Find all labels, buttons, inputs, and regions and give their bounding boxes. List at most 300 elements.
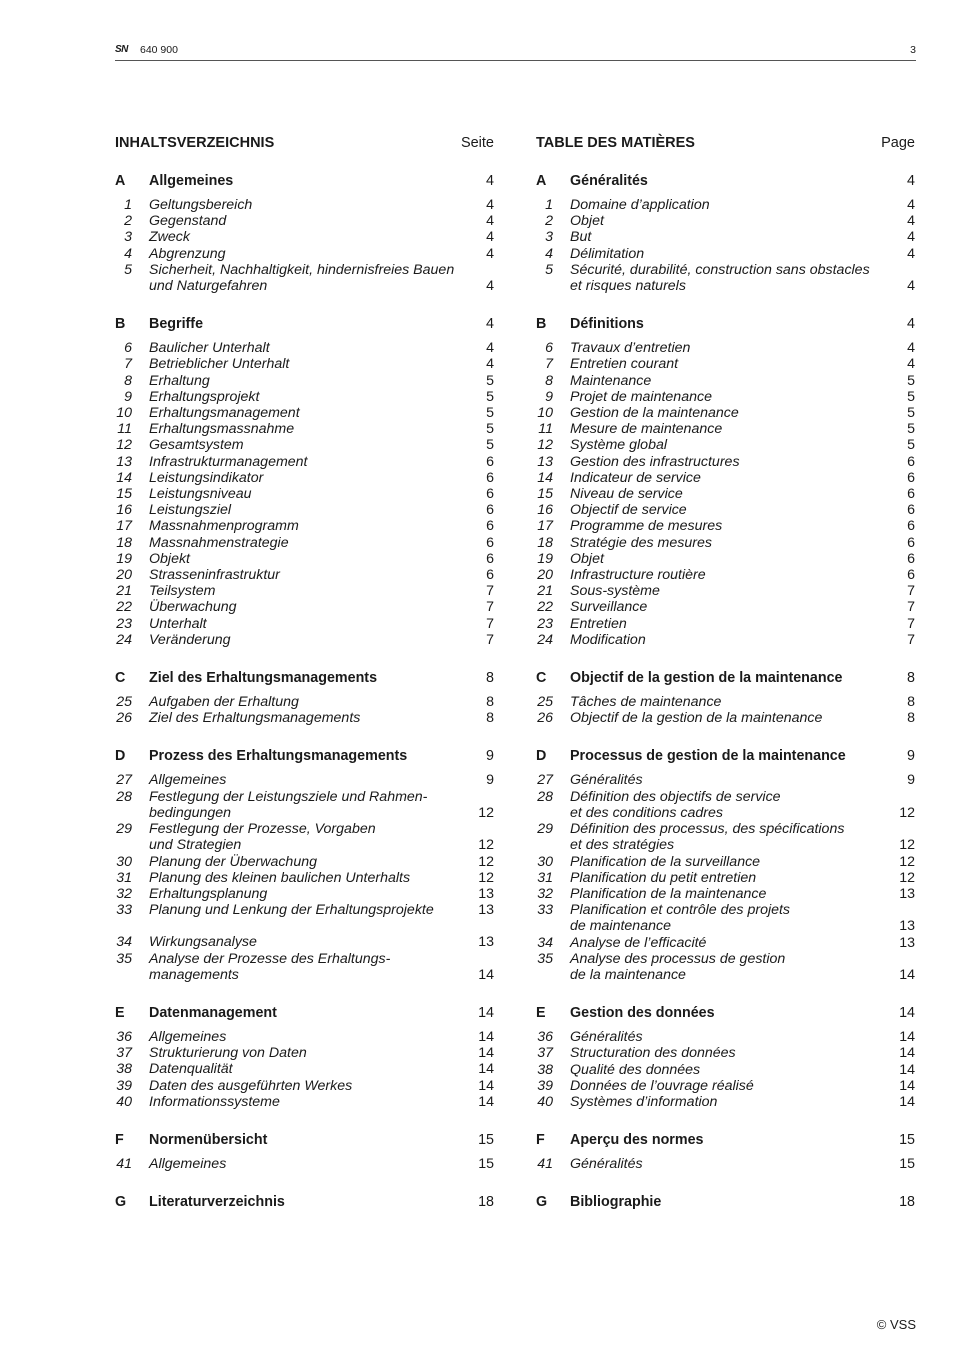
- entry-title: Erhaltung: [149, 372, 210, 389]
- section-title: Généralités: [570, 173, 648, 189]
- entry-number: 41: [116, 1155, 132, 1172]
- toc-entry: [536, 1062, 915, 1078]
- section-heading: [536, 1194, 915, 1212]
- entry-page: 6: [486, 486, 494, 503]
- toc-entry: [536, 518, 915, 534]
- entry-title: Mesure de maintenance: [570, 421, 723, 438]
- entry-page: 14: [899, 1093, 915, 1110]
- entry-page: 6: [907, 518, 915, 535]
- toc-entry: [536, 935, 915, 951]
- entry-page: 13: [478, 885, 494, 902]
- section-title: Allgemeines: [149, 173, 234, 189]
- toc-entry: [536, 551, 915, 567]
- entry-number: 18: [116, 534, 132, 551]
- entry-page: 5: [907, 421, 915, 438]
- toc-entry: [115, 405, 494, 421]
- toc-section: [536, 670, 915, 726]
- entry-number: 20: [116, 567, 132, 584]
- section-list: [536, 173, 915, 1212]
- entry-title: Définition des processus, des spécifications et des stratégies: [570, 821, 845, 854]
- section-page: 4: [486, 316, 494, 333]
- section-letter: E: [536, 1005, 546, 1022]
- section-page: 9: [907, 748, 915, 765]
- toc-entry: [115, 535, 494, 551]
- entry-page: 6: [907, 486, 915, 503]
- entry-number: 37: [116, 1045, 132, 1062]
- page-column-label: Seite: [460, 135, 494, 151]
- section-page: 4: [486, 173, 494, 189]
- entry-number: 6: [124, 340, 132, 357]
- section-letter: G: [536, 1194, 548, 1211]
- section-page: 9: [486, 748, 494, 765]
- entry-page: 14: [478, 1028, 494, 1045]
- entry-page: 12: [899, 853, 915, 870]
- toc-entry: [115, 694, 494, 710]
- entry-page: 12: [899, 837, 915, 854]
- entry-number: 13: [537, 453, 553, 470]
- toc-entry: [115, 486, 494, 502]
- entry-page: 4: [907, 229, 915, 246]
- section-page: 14: [899, 1005, 915, 1022]
- entry-list: [536, 694, 915, 726]
- toc-entry: [115, 616, 494, 632]
- section-heading: [115, 1132, 494, 1150]
- entry-page: 6: [907, 550, 915, 567]
- entry-number: 14: [537, 469, 553, 486]
- toc-section: [115, 1194, 494, 1212]
- section-list: [115, 173, 494, 1212]
- section-title: Literaturverzeichnis: [149, 1194, 285, 1211]
- entry-number: 31: [537, 869, 553, 886]
- toc-entry: [115, 599, 494, 615]
- toc-entry: [115, 902, 494, 918]
- toc-section: [115, 316, 494, 648]
- section-heading: [115, 173, 494, 191]
- toc-entry: [115, 951, 494, 983]
- toc-entry: [115, 854, 494, 870]
- toc-entry: [536, 262, 915, 294]
- entry-title: Leistungsniveau: [149, 486, 252, 503]
- entry-number: 30: [537, 853, 553, 870]
- entry-number: 16: [537, 502, 553, 519]
- toc-entry: [115, 518, 494, 534]
- toc-entry: [536, 1156, 915, 1172]
- entry-title: Domaine d’application: [570, 197, 710, 213]
- section-page: 15: [899, 1132, 915, 1149]
- toc-entry: [115, 1156, 494, 1172]
- toc-entry: [115, 632, 494, 648]
- entry-list: [115, 340, 494, 648]
- entry-title: Leistungsziel: [149, 502, 232, 519]
- entry-number: 26: [537, 710, 553, 727]
- section-title: Prozess des Erhaltungsmanagements: [149, 748, 408, 765]
- toc-entry: [115, 821, 494, 853]
- entry-title: Analyse der Prozesse des Erhaltungs- managements: [149, 950, 391, 983]
- entry-number: 1: [124, 197, 132, 213]
- entry-number: 33: [537, 902, 553, 919]
- entry-number: 24: [537, 631, 553, 648]
- toc-section: [115, 670, 494, 726]
- entry-page: 15: [478, 1155, 494, 1172]
- entry-page: 5: [486, 405, 494, 422]
- entry-list: [115, 1029, 494, 1110]
- section-title: Begriffe: [149, 316, 204, 333]
- entry-page: 6: [486, 453, 494, 470]
- entry-title: Gestion des infrastructures: [570, 453, 740, 470]
- entry-title: Sécurité, durabilité, construction sans obstacles et risques naturels: [570, 261, 870, 295]
- section-page: 14: [478, 1004, 494, 1021]
- entry-title: Ziel des Erhaltungsmanagements: [149, 710, 361, 727]
- entry-number: 10: [537, 405, 553, 422]
- toc-entry: [536, 599, 915, 615]
- toc-entry: [115, 437, 494, 453]
- entry-title: Analyse des processus de gestion de la maintenance: [570, 950, 786, 983]
- entry-number: 10: [116, 405, 132, 422]
- entry-title: Objekt: [149, 550, 191, 567]
- entry-number: 18: [537, 534, 553, 551]
- toc-entry: [536, 710, 915, 726]
- entry-page: 6: [486, 469, 494, 486]
- entry-page: 9: [486, 772, 494, 789]
- entry-title: Programme de mesures: [570, 518, 723, 535]
- entry-title: Surveillance: [570, 599, 648, 616]
- entry-number: 17: [116, 518, 132, 535]
- entry-page: 4: [486, 229, 494, 246]
- toc-entry: [115, 1078, 494, 1094]
- entry-page: 6: [486, 550, 494, 567]
- entry-number: 29: [116, 821, 132, 838]
- entry-page: 14: [899, 1061, 915, 1078]
- entry-page: 12: [478, 869, 494, 886]
- toc-entry: [536, 213, 915, 229]
- entry-page: 4: [907, 340, 915, 357]
- entry-number: 22: [116, 599, 132, 616]
- entry-number: 22: [537, 599, 553, 616]
- entry-title: Gesamtsystem: [149, 437, 244, 454]
- entry-title: Planung der Überwachung: [149, 853, 317, 870]
- entry-page: 6: [907, 469, 915, 486]
- toc-section: [536, 316, 915, 648]
- entry-title: Baulicher Unterhalt: [149, 340, 270, 357]
- entry-title: Aufgaben der Erhaltung: [149, 694, 299, 711]
- section-page: 8: [907, 670, 915, 687]
- toc-entry: [536, 694, 915, 710]
- entry-number: 23: [116, 615, 132, 632]
- entry-title: Généralités: [570, 772, 643, 789]
- entry-title: Wirkungsanalyse: [149, 934, 257, 951]
- toc-german: [115, 134, 494, 1212]
- entry-page: 4: [907, 213, 915, 230]
- entry-number: 36: [116, 1028, 132, 1045]
- entry-number: 34: [537, 934, 553, 951]
- section-heading: [536, 1005, 915, 1023]
- toc-section: [536, 1005, 915, 1110]
- entry-page: 5: [486, 372, 494, 389]
- sn-logo: SN: [115, 44, 128, 55]
- entry-title: Généralités: [570, 1156, 643, 1173]
- entry-number: 30: [116, 853, 132, 870]
- entry-page: 13: [899, 934, 915, 951]
- entry-list: [115, 772, 494, 982]
- entry-page: 4: [907, 356, 915, 373]
- toc-entry: [115, 197, 494, 213]
- entry-number: 21: [116, 583, 132, 600]
- entry-title: Erhaltungsmassnahme: [149, 421, 295, 438]
- entry-number: 34: [116, 934, 132, 951]
- entry-page: 5: [907, 437, 915, 454]
- page-header: [115, 42, 916, 61]
- toc-entry: [536, 229, 915, 245]
- entry-list: [536, 340, 915, 648]
- entry-title: Projet de maintenance: [570, 388, 712, 405]
- entry-title: Leistungsindikator: [149, 469, 264, 486]
- toc-entry: [536, 421, 915, 437]
- entry-list: [115, 1156, 494, 1172]
- entry-page: 4: [486, 278, 494, 295]
- section-letter: B: [115, 316, 126, 333]
- entry-page: 14: [478, 966, 494, 983]
- entry-page: 6: [486, 567, 494, 584]
- entry-page: 8: [907, 710, 915, 727]
- entry-number: 40: [116, 1093, 132, 1110]
- toc-entry: [536, 535, 915, 551]
- entry-number: 15: [537, 486, 553, 503]
- section-title: Définitions: [570, 316, 644, 333]
- entry-page: 6: [907, 534, 915, 551]
- toc-entry: [115, 373, 494, 389]
- entry-title: Allgemeines: [149, 1028, 227, 1045]
- entry-number: 29: [537, 821, 553, 838]
- entry-title: Planification du petit entretien: [570, 869, 757, 886]
- entry-title: Allgemeines: [149, 1155, 227, 1172]
- toc-section: [536, 748, 915, 983]
- entry-number: 3: [545, 229, 553, 246]
- entry-number: 23: [537, 615, 553, 632]
- entry-page: 4: [486, 213, 494, 230]
- entry-title: Unterhalt: [149, 615, 207, 632]
- entry-title: Erhaltungsplanung: [149, 885, 268, 902]
- entry-page: 5: [486, 421, 494, 438]
- toc-section: [115, 1005, 494, 1110]
- entry-title: Datenqualität: [149, 1061, 233, 1078]
- section-heading: [536, 173, 915, 191]
- toc-entry: [536, 502, 915, 518]
- toc-entry: [536, 632, 915, 648]
- section-page: 18: [899, 1194, 915, 1211]
- entry-title: Entretien courant: [570, 356, 679, 373]
- entry-title: Maintenance: [570, 372, 652, 389]
- entry-title: Délimitation: [570, 245, 645, 262]
- toc-heading: [115, 134, 494, 154]
- entry-title: Objectif de service: [570, 502, 687, 519]
- entry-title: Indicateur de service: [570, 469, 701, 486]
- entry-number: 24: [116, 631, 132, 648]
- entry-page: 14: [899, 1029, 915, 1046]
- toc-entry: [536, 356, 915, 372]
- toc-heading: [536, 134, 915, 154]
- entry-title: Massnahmenstrategie: [149, 534, 289, 551]
- entry-page: 15: [899, 1156, 915, 1173]
- entry-title: Système global: [570, 437, 667, 454]
- entry-number: 36: [537, 1029, 553, 1046]
- entry-page: 6: [486, 502, 494, 519]
- entry-title: Structuration des données: [570, 1045, 736, 1062]
- toc-entry: [115, 870, 494, 886]
- toc-entry: [115, 389, 494, 405]
- entry-number: 7: [545, 356, 553, 373]
- toc-entry: [115, 229, 494, 245]
- entry-page: 7: [907, 599, 915, 616]
- toc-entry: [536, 821, 915, 853]
- entry-page: 14: [478, 1093, 494, 1110]
- section-letter: A: [536, 173, 547, 189]
- entry-page: 4: [486, 197, 494, 213]
- toc-entry: [115, 356, 494, 372]
- toc-entry: [115, 583, 494, 599]
- toc-entry: [115, 886, 494, 902]
- entry-number: 7: [124, 356, 132, 373]
- toc-section: [536, 1194, 915, 1212]
- entry-page: 13: [899, 885, 915, 902]
- entry-page: 12: [899, 869, 915, 886]
- entry-number: 27: [537, 772, 553, 789]
- entry-page: 8: [486, 694, 494, 711]
- entry-list: [536, 197, 915, 294]
- entry-page: 8: [486, 710, 494, 727]
- entry-title: Geltungsbereich: [149, 197, 253, 213]
- toc-entry: [115, 246, 494, 262]
- entry-title: Sous-système: [570, 583, 660, 600]
- entry-number: 40: [537, 1093, 553, 1110]
- section-page: 4: [907, 316, 915, 333]
- section-title: Gestion des données: [570, 1005, 715, 1022]
- entry-page: 4: [486, 245, 494, 262]
- entry-title: Festlegung der Leistungsziele und Rahmen- bedingungen: [149, 788, 428, 821]
- entry-title: Entretien: [570, 615, 627, 632]
- entry-number: 19: [116, 550, 132, 567]
- entry-number: 3: [124, 229, 132, 246]
- toc-entry: [536, 405, 915, 421]
- entry-title: Erhaltungsmanagement: [149, 405, 300, 422]
- entry-list: [536, 1156, 915, 1172]
- entry-title: Données de l’ouvrage réalisé: [570, 1077, 754, 1094]
- entry-title: Niveau de service: [570, 486, 683, 503]
- toc-entry: [115, 502, 494, 518]
- entry-title: Massnahmenprogramm: [149, 518, 299, 535]
- section-heading: [536, 670, 915, 688]
- entry-title: Généralités: [570, 1029, 643, 1046]
- section-letter: C: [115, 670, 126, 687]
- entry-page: 4: [486, 356, 494, 373]
- entry-number: 20: [537, 567, 553, 584]
- entry-page: 12: [478, 853, 494, 870]
- entry-number: 21: [537, 583, 553, 600]
- entry-number: 38: [116, 1061, 132, 1078]
- toc-entry: [536, 902, 915, 934]
- entry-page: 7: [907, 615, 915, 632]
- entry-page: 6: [907, 502, 915, 519]
- entry-title: Gestion de la maintenance: [570, 405, 739, 422]
- entry-page: 4: [907, 278, 915, 295]
- entry-page: 6: [486, 518, 494, 535]
- entry-number: 2: [124, 213, 132, 230]
- entry-page: 14: [899, 1045, 915, 1062]
- entry-page: 14: [478, 1061, 494, 1078]
- toc-entry: [536, 340, 915, 356]
- section-page: 8: [486, 670, 494, 687]
- entry-page: 5: [907, 405, 915, 422]
- entry-page: 8: [907, 694, 915, 711]
- entry-title: Planung und Lenkung der Erhaltungsprojekte: [149, 902, 434, 919]
- entry-number: 25: [116, 694, 132, 711]
- entry-title: Informationssysteme: [149, 1093, 280, 1110]
- entry-page: 7: [486, 583, 494, 600]
- entry-page: 13: [478, 934, 494, 951]
- entry-number: 39: [537, 1077, 553, 1094]
- entry-title: Travaux d’entretien: [570, 340, 691, 357]
- section-letter: A: [115, 173, 126, 189]
- entry-number: 37: [537, 1045, 553, 1062]
- entry-title: Infrastrukturmanagement: [149, 453, 308, 470]
- toc-section: [115, 748, 494, 982]
- entry-title: Abgrenzung: [149, 245, 226, 262]
- entry-number: 2: [545, 213, 553, 230]
- toc-entry: [115, 470, 494, 486]
- entry-title: Objet: [570, 213, 604, 230]
- entry-number: 15: [116, 486, 132, 503]
- document-number: 640 900: [140, 44, 178, 56]
- section-title: Processus de gestion de la maintenance: [570, 748, 846, 765]
- entry-list: [536, 1029, 915, 1110]
- entry-number: 33: [116, 902, 132, 919]
- entry-number: 8: [124, 372, 132, 389]
- entry-page: 7: [907, 583, 915, 600]
- toc-entry: [115, 454, 494, 470]
- section-page: 4: [907, 173, 915, 189]
- toc-entry: [536, 772, 915, 788]
- entry-number: 13: [116, 453, 132, 470]
- entry-title: Définition des objectifs de service et des conditions cadres: [570, 788, 781, 821]
- entry-title: Qualité des données: [570, 1061, 701, 1078]
- entry-page: 14: [899, 966, 915, 983]
- toc-entry: [115, 1045, 494, 1061]
- entry-title: Planung des kleinen baulichen Unterhalts: [149, 869, 411, 886]
- section-title: Aperçu des normes: [570, 1132, 704, 1149]
- entry-number: 4: [124, 245, 132, 262]
- entry-page: 5: [907, 388, 915, 405]
- toc-entry: [115, 340, 494, 356]
- toc-entry: [536, 951, 915, 983]
- entry-page: 4: [907, 245, 915, 262]
- entry-spacer: [115, 918, 494, 934]
- entry-page: 4: [486, 340, 494, 357]
- entry-page: 12: [899, 804, 915, 821]
- entry-title: Objet: [570, 550, 604, 567]
- toc-entry: [536, 1094, 915, 1110]
- section-heading: [115, 748, 494, 766]
- toc-entry: [536, 567, 915, 583]
- toc-entry: [115, 262, 494, 294]
- entry-title: Strukturierung von Daten: [149, 1045, 307, 1062]
- toc-title: TABLE DES MATIÈRES: [536, 135, 695, 151]
- entry-title: Tâches de maintenance: [570, 694, 722, 711]
- toc-entry: [536, 389, 915, 405]
- entry-number: 11: [117, 421, 132, 438]
- entry-title: Überwachung: [149, 599, 237, 616]
- entry-page: 7: [486, 615, 494, 632]
- entry-page: 6: [907, 567, 915, 584]
- entry-number: 41: [537, 1156, 553, 1173]
